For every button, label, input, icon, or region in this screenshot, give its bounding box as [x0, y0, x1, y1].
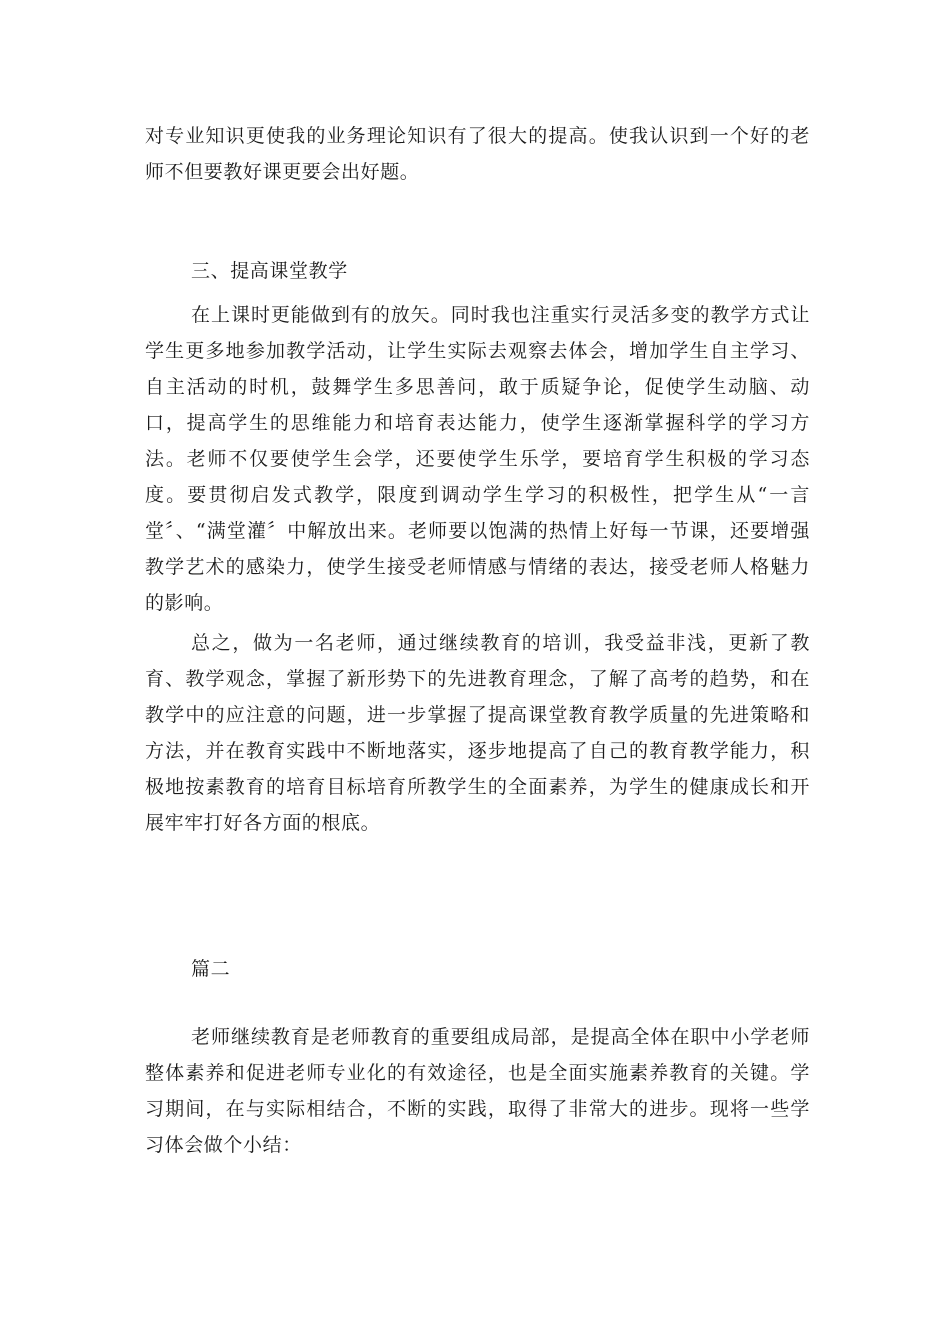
- part-heading-2: 篇二: [191, 958, 231, 980]
- paragraph-continuing-education: 老师继续教育是老师教育的重要组成局部，是提高全体在职中小学老师整体素养和促进老师专业化的有效途径，也是全面实施素养教育的关键。学习期间，在与实际相结合，不断的实践，取得了非常大的进步。现将一些学习体会做个小结：: [145, 1026, 810, 1156]
- paragraph-classroom-teaching: 在上课时更能做到有的放矢。同时我也注重实行灵活多变的教学方式让学生更多地参加教学活动，让学生实际去观察去体会，增加学生自主学习、自主活动的时机，鼓舞学生多思善问，敢于质疑争论，促使学生动脑、动口，提高学生的思维能力和培育表达能力，使学生逐渐掌握科学的学习方法。老师不仅要使学生会学，还要使学生乐学，要培育学生积极的学习态度。要贯彻启发式教学，限度到调动学生学习的积极性，把学生从“一言堂〞、“满堂灌〞中解放出来。老师要以饱满的热情上好每一节课，还要增强教学艺术的感染力，使学生接受老师情感与情绪的表达，接受老师人格魅力的影响。: [145, 304, 810, 614]
- section-heading-3: 三、提高课堂教学: [191, 260, 348, 282]
- paragraph-summary: 总之，做为一名老师，通过继续教育的培训，我受益非浅，更新了教育、教学观念，掌握了新形势下的先进教育理念，了解了高考的趋势，和在教学中的应注意的问题，进一步掌握了提高课堂教育教学质量的先进策略和方法，并在教育实践中不断地落实，逐步地提高了自己的教育教学能力，积极地按素教育的培育目标培育所教学生的全面素养，为学生的健康成长和开展牢牢打好各方面的根底。: [145, 632, 810, 834]
- paragraph-continuation: 对专业知识更使我的业务理论知识有了很大的提高。使我认识到一个好的老师不但要教好课更要会出好题。: [145, 125, 810, 183]
